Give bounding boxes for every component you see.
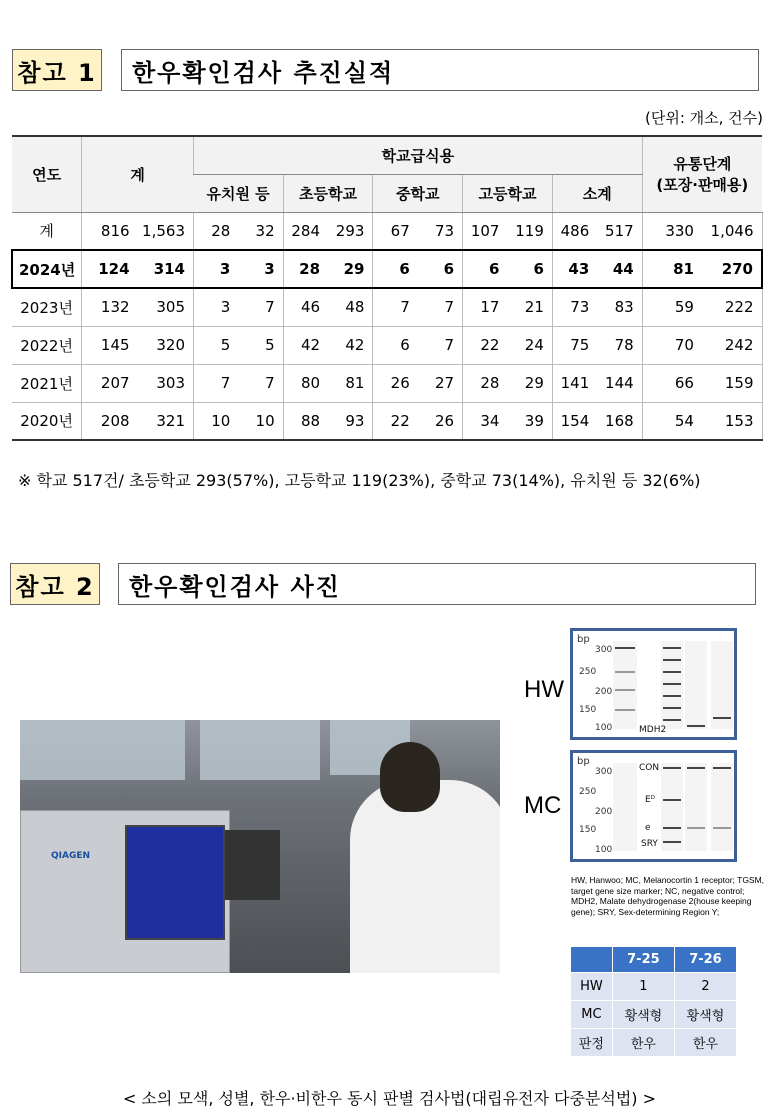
- table-cell: 32: [238, 212, 283, 250]
- table-cell: 66: [642, 364, 702, 402]
- table-cell: 7: [373, 288, 418, 326]
- header-distribution-l2: (포장·판매용): [656, 176, 749, 195]
- table-cell: 330: [642, 212, 702, 250]
- researcher-head: [380, 742, 440, 812]
- result-cell: 황색형: [612, 1001, 674, 1029]
- hw-tick: 300: [595, 645, 613, 655]
- mc-marker: CON: [639, 763, 660, 773]
- table-row: [12, 364, 762, 402]
- table-row: [12, 250, 762, 288]
- table-cell: 44: [597, 250, 642, 288]
- table-cell: 242: [702, 326, 762, 364]
- performance-table: [11, 135, 763, 441]
- hw-tick: 100: [595, 723, 613, 733]
- section1-label: 참고 1: [12, 49, 102, 91]
- table-cell: 222: [702, 288, 762, 326]
- table-cell: 207: [82, 364, 138, 402]
- row-year: 2023년: [12, 288, 82, 326]
- table-cell: 81: [328, 364, 373, 402]
- header-total: 계: [82, 136, 194, 212]
- table-cell: 3: [238, 250, 283, 288]
- header-school: 학교급식용: [194, 136, 643, 174]
- result-cell: 황색형: [674, 1001, 736, 1029]
- table-cell: 321: [138, 402, 194, 440]
- table-cell: 10: [238, 402, 283, 440]
- table-row: [12, 402, 762, 440]
- qiagen-logo: QIAGEN: [51, 851, 91, 861]
- mc-tick: 200: [595, 807, 613, 817]
- result-cell: 2: [674, 973, 736, 1001]
- table-cell: 141: [552, 364, 597, 402]
- table-cell: 26: [418, 402, 463, 440]
- table-cell: 22: [373, 402, 418, 440]
- row-year: 계: [12, 212, 82, 250]
- table-cell: 24: [507, 326, 552, 364]
- table-cell: 124: [82, 250, 138, 288]
- hw-tick: 250: [579, 667, 597, 677]
- table-cell: 7: [418, 288, 463, 326]
- row-year: 2024년: [12, 250, 82, 288]
- mc-unit: bp: [577, 756, 590, 767]
- table-cell: 208: [82, 402, 138, 440]
- table-cell: 83: [597, 288, 642, 326]
- table-cell: 27: [418, 364, 463, 402]
- table-cell: 88: [283, 402, 328, 440]
- result-header: 7-25: [612, 947, 674, 973]
- table-row: [12, 212, 762, 250]
- header-elementary: 초등학교: [283, 174, 373, 212]
- mc-marker: SRY: [641, 839, 658, 849]
- table-cell: 42: [283, 326, 328, 364]
- table-cell: 28: [463, 364, 508, 402]
- header-distribution-l1: 유통단계: [673, 155, 732, 174]
- table-cell: 6: [463, 250, 508, 288]
- table-cell: 59: [642, 288, 702, 326]
- table-cell: 314: [138, 250, 194, 288]
- table-cell: 3: [194, 288, 239, 326]
- table-cell: 284: [283, 212, 328, 250]
- hw-label: HW: [524, 676, 564, 703]
- section1-title: 한우확인검사 추진실적: [121, 49, 759, 91]
- result-cell: 1: [612, 973, 674, 1001]
- table-cell: 70: [642, 326, 702, 364]
- hw-gel: [570, 628, 737, 740]
- table-cell: 145: [82, 326, 138, 364]
- table-cell: 17: [463, 288, 508, 326]
- table-cell: 29: [507, 364, 552, 402]
- table-cell: 168: [597, 402, 642, 440]
- table-cell: 5: [238, 326, 283, 364]
- table-cell: 6: [373, 250, 418, 288]
- section2-title: 한우확인검사 사진: [118, 563, 756, 605]
- mc-tick: 300: [595, 767, 613, 777]
- table-cell: 46: [283, 288, 328, 326]
- table-cell: 73: [552, 288, 597, 326]
- row-year: 2022년: [12, 326, 82, 364]
- mc-tick: 250: [579, 787, 597, 797]
- result-cell: 한우: [612, 1029, 674, 1057]
- mc-marker: e: [645, 823, 651, 833]
- table-cell: 293: [328, 212, 373, 250]
- mc-marker: Eᴰ: [645, 795, 656, 805]
- table-cell: 517: [597, 212, 642, 250]
- table-cell: 6: [373, 326, 418, 364]
- table-cell: 5: [194, 326, 239, 364]
- table-cell: 42: [328, 326, 373, 364]
- table-cell: 3: [194, 250, 239, 288]
- mc-label: MC: [524, 792, 562, 819]
- mc-gel: [570, 750, 737, 862]
- table-cell: 305: [138, 288, 194, 326]
- table-cell: 7: [418, 326, 463, 364]
- table-cell: 34: [463, 402, 508, 440]
- table-cell: 159: [702, 364, 762, 402]
- mc-tick: 100: [595, 845, 613, 855]
- result-table: [570, 946, 737, 1057]
- result-cell: 판정: [571, 1029, 613, 1057]
- table-cell: 1,046: [702, 212, 762, 250]
- table-cell: 153: [702, 402, 762, 440]
- table-cell: 81: [642, 250, 702, 288]
- header-middle: 중학교: [373, 174, 463, 212]
- table-cell: 67: [373, 212, 418, 250]
- hw-unit: bp: [577, 634, 590, 645]
- hw-tick: 200: [595, 687, 613, 697]
- table-cell: 154: [552, 402, 597, 440]
- footnote: ※ 학교 517건/ 초등학교 293(57%), 고등학교 119(23%), 중학교 73(14%), 유치원 등 32(6%): [18, 471, 701, 490]
- table-cell: 29: [328, 250, 373, 288]
- result-cell: HW: [571, 973, 613, 1001]
- result-header: 7-26: [674, 947, 736, 973]
- table-cell: 26: [373, 364, 418, 402]
- table-cell: 486: [552, 212, 597, 250]
- table-cell: 10: [194, 402, 239, 440]
- hw-marker: MDH2: [639, 725, 667, 735]
- table-cell: 7: [194, 364, 239, 402]
- table-cell: 132: [82, 288, 138, 326]
- table-cell: 28: [194, 212, 239, 250]
- table-cell: 28: [283, 250, 328, 288]
- table-cell: 21: [507, 288, 552, 326]
- result-cell: 한우: [674, 1029, 736, 1057]
- table-row: [12, 288, 762, 326]
- header-year: 연도: [12, 136, 82, 212]
- header-kindergarten: 유치원 등: [194, 174, 284, 212]
- figure-caption: < 소의 모색, 성별, 한우·비한우 동시 판별 검사법(대립유전자 다중분석법) >: [122, 1089, 657, 1108]
- result-cell: MC: [571, 1001, 613, 1029]
- table-cell: 1,563: [138, 212, 194, 250]
- table-cell: 48: [328, 288, 373, 326]
- unit-note: (단위: 개소, 건수): [644, 109, 763, 127]
- table-row: [12, 326, 762, 364]
- table-cell: 816: [82, 212, 138, 250]
- table-cell: 119: [507, 212, 552, 250]
- table-cell: 39: [507, 402, 552, 440]
- table-cell: 107: [463, 212, 508, 250]
- table-cell: 73: [418, 212, 463, 250]
- table-cell: 43: [552, 250, 597, 288]
- mc-tick: 150: [579, 825, 597, 835]
- table-cell: 7: [238, 364, 283, 402]
- table-cell: 93: [328, 402, 373, 440]
- table-cell: 6: [507, 250, 552, 288]
- header-high: 고등학교: [463, 174, 553, 212]
- gel-legend: HW, Hanwoo; MC, Melanocortin 1 receptor; TGSM, target gene size marker; NC, negative control; MDH2, Malate dehydrogenase 2(house keeping gene); SRY, Sex-determining Region Y;: [571, 875, 765, 917]
- table-cell: 80: [283, 364, 328, 402]
- header-subtotal: 소계: [552, 174, 642, 212]
- section2-label: 참고 2: [10, 563, 100, 605]
- table-cell: 22: [463, 326, 508, 364]
- table-cell: 7: [238, 288, 283, 326]
- row-year: 2020년: [12, 402, 82, 440]
- header-distribution: [642, 136, 762, 212]
- laptop: [225, 830, 280, 900]
- table-cell: 270: [702, 250, 762, 288]
- table-cell: 54: [642, 402, 702, 440]
- table-cell: 320: [138, 326, 194, 364]
- row-year: 2021년: [12, 364, 82, 402]
- table-cell: 78: [597, 326, 642, 364]
- table-cell: 303: [138, 364, 194, 402]
- hw-tick: 150: [579, 705, 597, 715]
- machine-screen: [125, 825, 225, 940]
- table-cell: 6: [418, 250, 463, 288]
- table-cell: 144: [597, 364, 642, 402]
- table-cell: 75: [552, 326, 597, 364]
- result-header: [571, 947, 613, 973]
- lab-photo: [20, 720, 500, 973]
